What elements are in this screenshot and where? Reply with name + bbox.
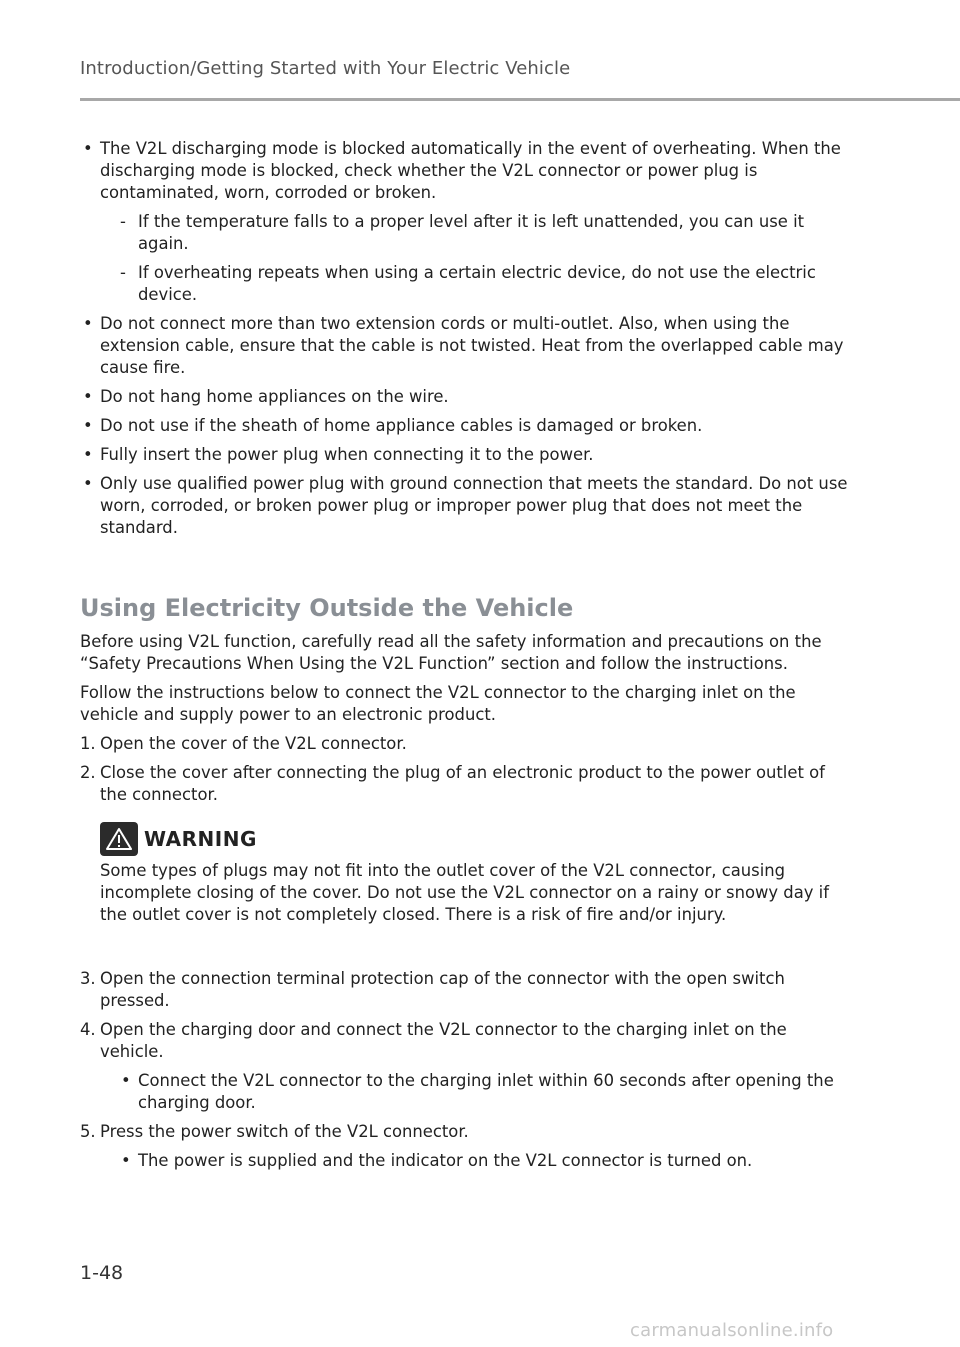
step-text: Open the connection terminal protection cap of the connector with the open switch pressed. <box>100 969 785 1010</box>
list-item-text: The V2L discharging mode is blocked automatically in the event of overheating. When the discharging mode is blocked, check whether the V2L connector or power plug is contaminated, worn, corroded or broken. <box>100 139 841 202</box>
step-item <box>80 733 850 755</box>
list-item <box>80 444 850 466</box>
step-sub-text: The power is supplied and the indicator on the V2L connector is turned on. <box>138 1151 753 1170</box>
step-number: 4. <box>80 1020 96 1039</box>
list-item <box>80 386 850 408</box>
bullet-marker: • <box>83 416 93 435</box>
header-rule <box>80 98 960 101</box>
list-item <box>80 313 850 379</box>
warning-triangle-icon <box>100 822 138 856</box>
bullet-marker: • <box>121 1151 131 1170</box>
bullet-marker: • <box>83 314 93 333</box>
bullet-marker: • <box>83 474 93 493</box>
sub-list-item <box>118 262 850 306</box>
intro-paragraph: Before using V2L function, carefully read all the safety information and precautions on the “Safety Precautions When Using the V2L Function” section and follow the instructions. <box>80 632 822 673</box>
steps-list <box>80 733 850 806</box>
precaution-list <box>80 138 850 539</box>
step-item <box>80 762 850 806</box>
step-sub-item <box>100 1070 850 1114</box>
step-item <box>80 1121 850 1172</box>
list-item-text: Do not use if the sheath of home appliance cables is damaged or broken. <box>100 416 703 435</box>
sub-list <box>118 211 850 306</box>
page-number: 1-48 <box>80 1262 124 1284</box>
list-item-text: Do not hang home appliances on the wire. <box>100 387 449 406</box>
dash-marker: - <box>120 263 126 282</box>
step-number: 5. <box>80 1122 96 1141</box>
list-item <box>80 138 850 306</box>
sub-list-item-text: If the temperature falls to a proper level after it is left unattended, you can use it again. <box>138 212 805 253</box>
list-item <box>80 415 850 437</box>
step-text: Open the charging door and connect the V2L connector to the charging inlet on the vehicle. <box>100 1020 787 1061</box>
step-sub-item <box>100 1150 850 1172</box>
watermark: carmanualsonline.info <box>630 1320 834 1341</box>
step-number: 2. <box>80 763 96 782</box>
sub-list-item-text: If overheating repeats when using a certain electric device, do not use the electric device. <box>138 263 816 304</box>
step-sub-list <box>100 1070 850 1114</box>
step-sub-text: Connect the V2L connector to the charging inlet within 60 seconds after opening the charging door. <box>138 1071 834 1112</box>
list-item <box>80 473 850 539</box>
warning-header <box>100 822 850 856</box>
list-item-text: Do not connect more than two extension cords or multi-outlet. Also, when using the extension cable, ensure that the cable is not twisted. Heat from the overlapped cable may cause fire. <box>100 314 844 377</box>
step-text: Open the cover of the V2L connector. <box>100 734 407 753</box>
page-content <box>80 138 850 1179</box>
step-text: Press the power switch of the V2L connector. <box>100 1122 469 1141</box>
step-number: 1. <box>80 734 96 753</box>
step-sub-list <box>100 1150 850 1172</box>
warning-box <box>100 822 850 926</box>
bullet-marker: • <box>83 445 93 464</box>
bullet-marker: • <box>83 139 93 158</box>
steps-list <box>80 968 850 1172</box>
intro-paragraph: Follow the instructions below to connect the V2L connector to the charging inlet on the vehicle and supply power to an electronic product. <box>80 683 796 724</box>
step-item <box>80 968 850 1012</box>
bullet-marker: • <box>121 1071 131 1090</box>
list-item-text: Only use qualified power plug with ground connection that meets the standard. Do not use worn, corroded, or broken power plug or improper power plug that does not meet the standard. <box>100 474 848 537</box>
step-item <box>80 1019 850 1114</box>
running-header: Introduction/Getting Started with Your Electric Vehicle <box>80 58 571 79</box>
bullet-marker: • <box>83 387 93 406</box>
dash-marker: - <box>120 212 126 231</box>
step-text: Close the cover after connecting the plug of an electronic product to the power outlet of the connector. <box>100 763 825 804</box>
list-item-text: Fully insert the power plug when connecting it to the power. <box>100 445 594 464</box>
warning-title: WARNING <box>144 827 257 851</box>
warning-text: Some types of plugs may not fit into the outlet cover of the V2L connector, causing incomplete closing of the cover. Do not use the V2L connector on a rainy or snowy day if the outlet cover is not completely closed. There is a risk of fire and/or injury. <box>100 861 829 924</box>
sub-list-item <box>118 211 850 255</box>
section-heading: Using Electricity Outside the Vehicle <box>80 594 574 622</box>
step-number: 3. <box>80 969 96 988</box>
